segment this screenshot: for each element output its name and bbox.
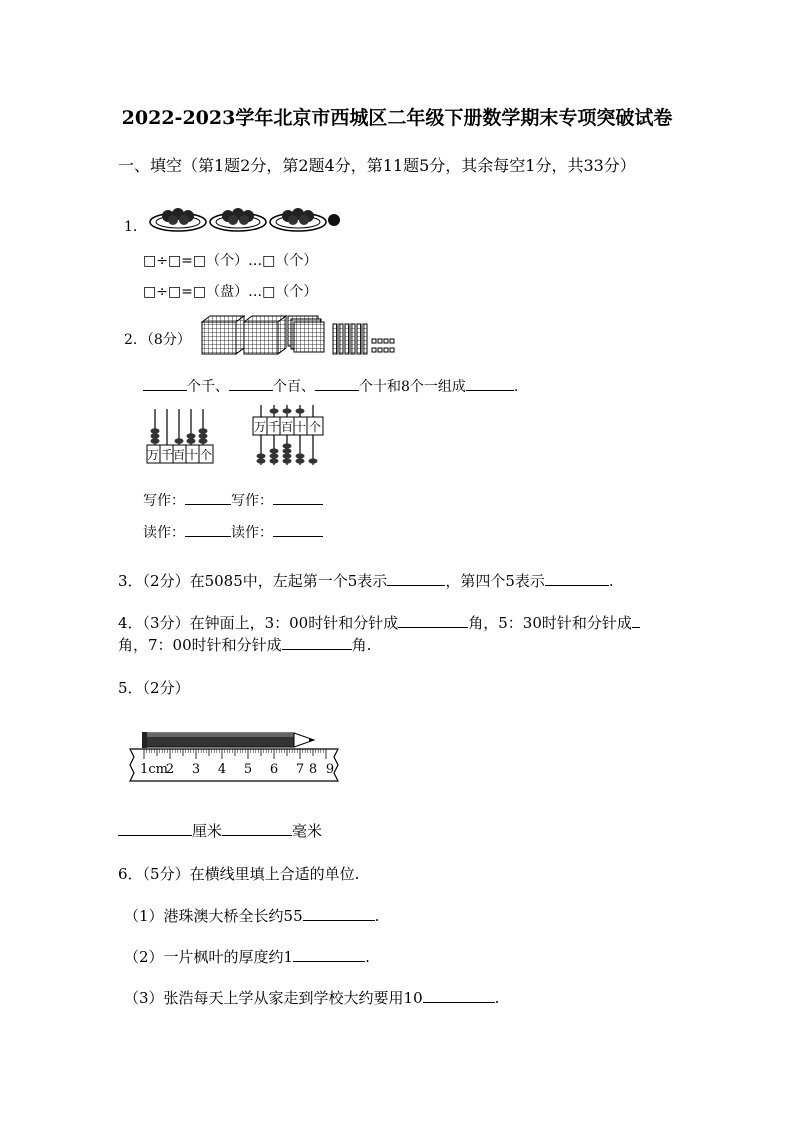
svg-text:6: 6 xyxy=(269,762,279,777)
single-fruit xyxy=(328,214,340,226)
q2-blank-line: 个千、 个百、 个十和8个一组成 . xyxy=(143,375,518,396)
svg-text:个: 个 xyxy=(308,420,322,434)
answer-blank[interactable] xyxy=(387,570,445,586)
svg-text:个: 个 xyxy=(199,448,213,462)
abacus-1-image xyxy=(145,405,217,471)
q6-number: 6．（5分）在横线里填上合适的单位. xyxy=(118,865,360,883)
answer-blank[interactable] xyxy=(273,489,323,505)
ruler xyxy=(130,749,338,781)
svg-text:百: 百 xyxy=(280,420,294,434)
svg-text:4: 4 xyxy=(217,762,227,777)
q4-line-2: 角，7：00时针和分针成 角. xyxy=(118,636,372,654)
answer-blank[interactable] xyxy=(423,987,495,1003)
svg-text:1cm: 1cm xyxy=(140,762,168,777)
q6-item-2: （2）一片枫叶的厚度约1 . xyxy=(124,948,370,966)
answer-blank[interactable] xyxy=(303,905,375,921)
fruit-plates-image xyxy=(148,204,344,236)
q2-write-row: 写作： 写作： xyxy=(143,489,323,510)
svg-text:万: 万 xyxy=(253,420,267,434)
answer-blank[interactable] xyxy=(466,375,514,391)
pencil xyxy=(142,732,314,748)
answer-blank[interactable] xyxy=(282,634,352,650)
section-heading: 一、填空（第1题2分，第2题4分，第11题5分，其余每空1分，共33分） xyxy=(118,156,636,175)
plate-1 xyxy=(150,208,206,231)
plate-2 xyxy=(210,208,266,231)
answer-blank[interactable] xyxy=(315,375,359,391)
svg-text:8: 8 xyxy=(308,762,318,777)
answer-blank[interactable] xyxy=(273,521,323,537)
q4-line-1: 4．（3分）在钟面上，3：00时针和分针成 角，5：30时针和分针成 xyxy=(118,612,640,633)
q5-number: 5．（2分） xyxy=(118,679,190,697)
answer-blank[interactable] xyxy=(222,820,292,836)
abacus-2-image xyxy=(250,403,330,467)
answer-blank[interactable] xyxy=(398,612,468,628)
q5-answer-row: 厘米 毫米 xyxy=(118,820,322,841)
answer-blank[interactable] xyxy=(293,946,365,962)
svg-text:5: 5 xyxy=(243,762,253,777)
page-title: 2022-2023学年北京市西城区二年级下册数学期末专项突破试卷 xyxy=(121,107,673,129)
svg-text:千: 千 xyxy=(267,420,281,434)
ten-rods xyxy=(333,324,367,354)
svg-text:千: 千 xyxy=(160,448,174,462)
svg-text:百: 百 xyxy=(172,448,186,462)
q1-equation-1: □÷□=□（个）…□（个） xyxy=(143,253,318,269)
thousand-cube-2 xyxy=(244,316,286,354)
svg-text:十: 十 xyxy=(293,420,307,434)
svg-text:3: 3 xyxy=(191,762,201,777)
answer-blank[interactable] xyxy=(185,521,231,537)
plate-3 xyxy=(270,208,326,231)
svg-text:万: 万 xyxy=(146,448,160,462)
q2-number: 2．（8分） xyxy=(124,332,191,348)
answer-blank[interactable] xyxy=(185,489,231,505)
ruler-pencil-image xyxy=(126,723,344,785)
q3: 3．（2分）在5085中，左起第一个5表示 ，第四个5表示 . xyxy=(118,572,614,590)
svg-text:7: 7 xyxy=(295,762,305,777)
thousand-cube-1 xyxy=(202,316,244,354)
svg-text:9: 9 xyxy=(325,762,335,777)
q1-number: 1． xyxy=(124,219,147,235)
svg-text:十: 十 xyxy=(185,448,199,462)
q1-equation-2: □÷□=□（盘）…□（个） xyxy=(143,284,318,300)
q6-item-1: （1）港珠澳大桥全长约55 . xyxy=(124,907,380,925)
hundred-flats xyxy=(288,316,324,352)
q6-item-3: （3）张浩每天上学从家走到学校大约要用10 . xyxy=(124,989,500,1007)
answer-blank[interactable] xyxy=(545,570,609,586)
q2-read-row: 读作： 读作： xyxy=(143,521,323,542)
answer-blank[interactable] xyxy=(118,820,192,836)
answer-blank[interactable] xyxy=(229,375,273,391)
unit-cubes xyxy=(372,339,394,352)
answer-blank[interactable] xyxy=(632,612,640,628)
place-value-blocks-image xyxy=(200,312,400,360)
answer-blank[interactable] xyxy=(143,375,187,391)
svg-text:2: 2 xyxy=(165,762,175,777)
